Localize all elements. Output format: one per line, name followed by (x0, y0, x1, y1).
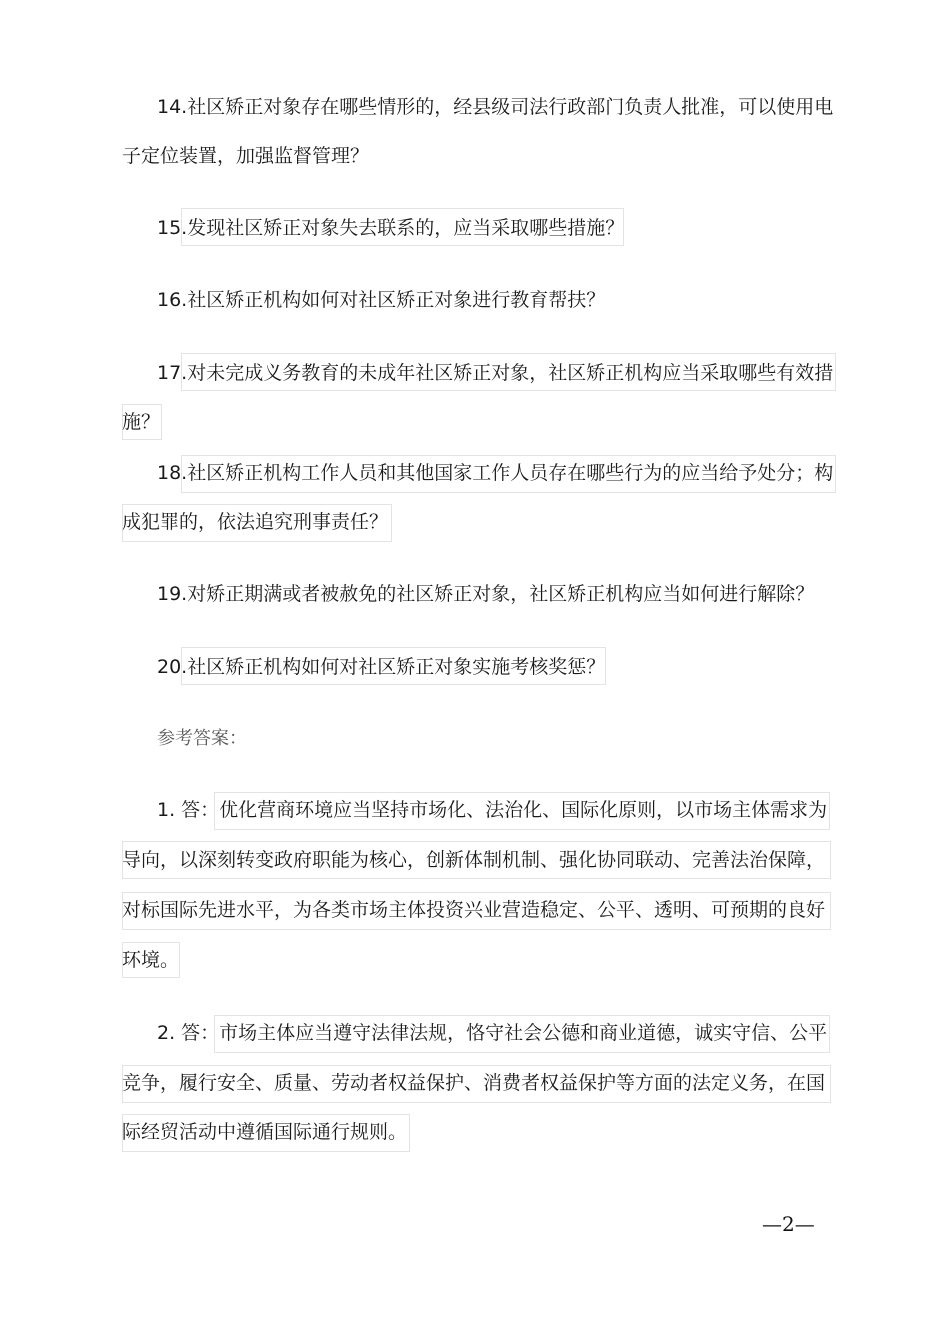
question-16-number: 16. (157, 289, 188, 311)
answer-1-prefix: 1. 答： (157, 799, 220, 821)
question-14-line-2 (122, 144, 369, 168)
answer-1-text-2: 导向，以深刻转变政府职能为核心，创新体制机制、强化协同联动、完善法治保障， (122, 849, 826, 871)
question-18-line-1 (157, 461, 833, 485)
answer-1-text-1: 优化营商环境应当坚持市场化、法治化、国际化原则，以市场主体需求为 (219, 799, 828, 821)
question-17-line-1 (157, 361, 833, 385)
question-18-text-2: 成犯罪的，依法追究刑事责任？ (122, 511, 389, 533)
answer-2-line-1 (157, 1021, 827, 1045)
answer-1-text-4: 环境。 (122, 949, 180, 971)
question-18-line-2 (122, 510, 388, 534)
answer-2-text-1: 市场主体应当遵守法律法规，恪守社会公德和商业道德，诚实守信、公平 (219, 1022, 828, 1044)
question-19-text: 对矫正期满或者被赦免的社区矫正对象，社区矫正机构应当如何进行解除？ (187, 583, 815, 605)
question-17-line-2 (122, 410, 160, 434)
question-17-text-2: 施？ (122, 411, 161, 433)
question-14-number: 14. (157, 96, 188, 118)
question-15-number: 15. (157, 217, 188, 239)
answer-2-line-3 (122, 1120, 407, 1144)
question-15 (157, 216, 624, 240)
question-20-text: 社区矫正机构如何对社区矫正对象实施考核奖惩？ (187, 656, 606, 678)
answer-2-text-2: 竞争，履行安全、质量、劳动者权益保护、消费者权益保护等方面的法定义务，在国 (122, 1072, 826, 1094)
question-19-number: 19. (157, 583, 188, 605)
question-19 (157, 582, 814, 606)
answers-heading: 参考答案： (157, 728, 247, 749)
answer-1-text-3: 对标国际先进水平，为各类市场主体投资兴业营造稳定、公平、透明、可预期的良好 (122, 899, 826, 921)
question-14-text-2: 子定位装置，加强监督管理？ (122, 145, 370, 167)
question-18-number: 18. (157, 462, 188, 484)
answer-1-line-3 (122, 898, 825, 922)
page-number: —2— (762, 1212, 815, 1236)
question-17-text-1: 对未完成义务教育的未成年社区矫正对象，社区矫正机构应当采取哪些有效措 (187, 362, 834, 384)
question-18-text-1: 社区矫正机构工作人员和其他国家工作人员存在哪些行为的应当给予处分；构 (187, 462, 834, 484)
answer-1-line-4 (122, 948, 179, 972)
answer-2-text-3: 际经贸活动中遵循国际通行规则。 (122, 1121, 408, 1143)
question-20 (157, 655, 605, 679)
question-15-text: 发现社区矫正对象失去联系的，应当采取哪些措施？ (187, 217, 625, 239)
question-17-number: 17. (157, 362, 188, 384)
answer-1-line-1 (157, 798, 827, 822)
answer-2-prefix: 2. 答： (157, 1022, 220, 1044)
question-16 (157, 288, 605, 312)
question-14-text-1: 社区矫正对象存在哪些情形的，经县级司法行政部门负责人批准，可以使用电 (187, 96, 834, 118)
question-16-text: 社区矫正机构如何对社区矫正对象进行教育帮扶？ (187, 289, 606, 311)
answer-1-line-2 (122, 848, 825, 872)
question-14-line-1 (157, 95, 833, 119)
question-20-number: 20. (157, 656, 188, 678)
answer-2-line-2 (122, 1071, 825, 1095)
